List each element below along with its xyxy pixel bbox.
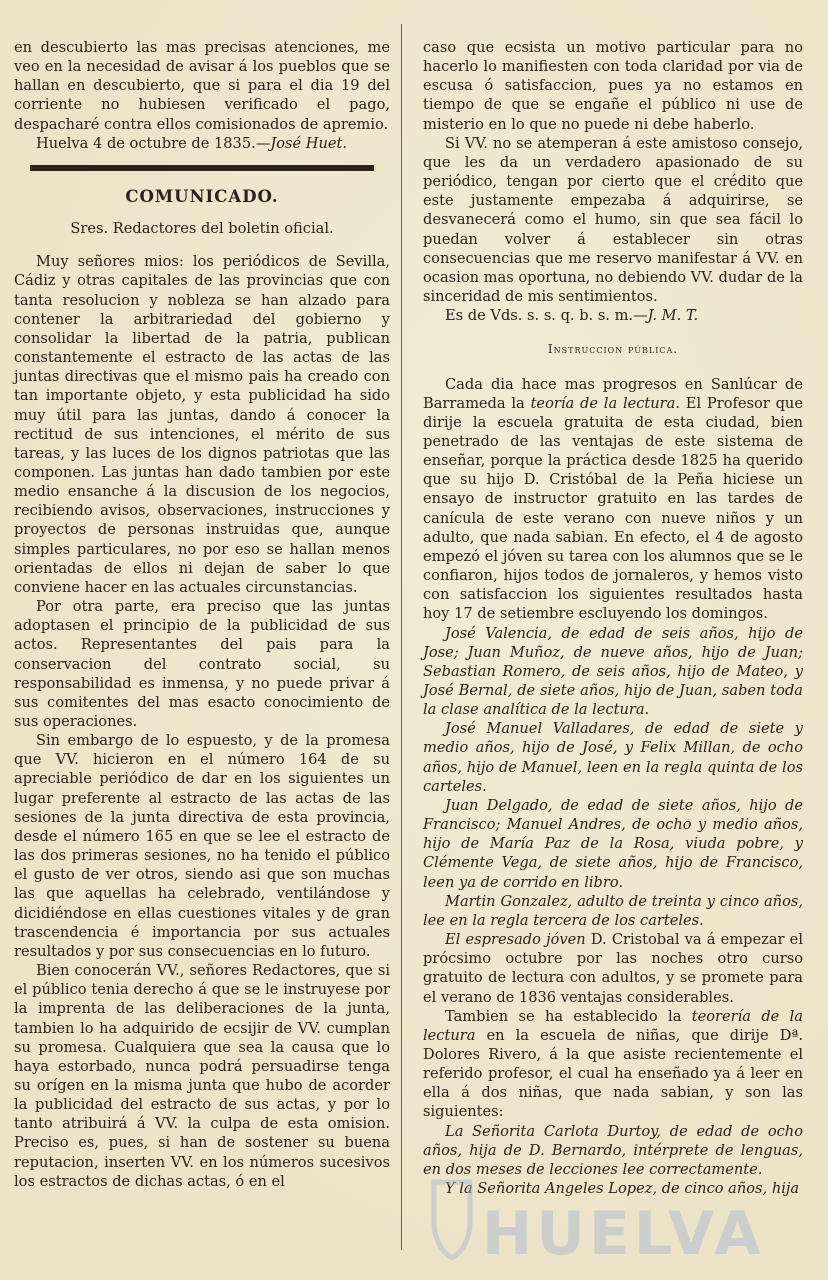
italic-run: José Valencia, de edad de seis años, hijo de Jose; Juan Muñoz, de nueve años, hijo de Juan; Sebastian Romero, de seis años, hijo de Mateo, y José Bernal, de siete años, hijo de Juan, saben toda la clase analítica de la lectura.	[423, 624, 803, 719]
text-run: Cada dia hace mas progresos en Sanlúcar de Barrameda la	[423, 375, 803, 412]
initials: J. M. T.	[647, 307, 699, 325]
italic-run: Y la Señorita Angeles Lopez, de cinco años, hija	[445, 1180, 800, 1198]
salutation: Sres. Redactores del boletin oficial.	[70, 220, 334, 238]
pupil-list-entry	[423, 719, 803, 796]
section-title-instruccion: Instruccion pública.	[547, 342, 679, 357]
italic-run: La Señorita Carlota Durtoy, de edad de ocho años, hija de D. Bernardo, intérprete de lenguas, en dos meses de lecciones lee correctamente.	[423, 1122, 803, 1178]
pupil-list-entry	[423, 892, 803, 930]
text-run: . El Profesor que dirije la escuela gratuita de esta ciudad, bien penetrado de las ventajas de este sistema de enseñar, porque la práctica desde 1825 ha querido que su hijo D. Cristóbal de la Peña hiciese un ensayo de instructor gratuito en las tardes de canícula de este verano con nueve niños y un adulto, que nada sabian. En efecto, el 4 de agosto empezó el jóven su tarea con los alumnos que se le confiaron, hijos todos de jornaleros, y hemos visto con satisfaccion los siguientes resultados hasta hoy 17 de setiembre escluyendo los domingos.	[423, 394, 803, 623]
section-title-comunicado: COMUNICADO.	[125, 186, 279, 206]
body-paragraph: caso que ecsista un motivo particular para no hacerlo lo manifiesten con toda claridad por via de escusa ó satisfaccion, pues ya no estamos en tiempo de que se engañe el público ni use de misterio en lo que no puede ni debe haberlo.	[423, 39, 803, 133]
date-signature-line: Huelva 4 de octubre de 1835.—José Huet.	[36, 134, 348, 152]
body-paragraph	[423, 1007, 803, 1122]
body-paragraph: Bien conocerán VV., señores Redactores, que si el público tenia derecho á que se le instruyese por la imprenta de las deliberaciones de la junta, tambien lo ha adquirido de ecsijir de VV. cumplan su promesa. Cualquiera que sea la causa que lo haya estorbado, nunca podrá persuadirse tenga su orígen en la misma junta que hubo de acorder la publicidad del estracto de sus actas, y por lo tanto atribuirá á VV. la culpa de esta omision. Preciso es, pues, si han de sostener su buena reputacion, inserten VV. en los números sucesivos los estractos de dichas actas, ó en el	[14, 962, 390, 1190]
section-divider	[30, 165, 374, 171]
body-paragraph: Sin embargo de lo espuesto, y de la promesa que VV. hicieron en el número 164 de su apreciable periódico de dar en los siguientes un lugar preferente al estracto de las actas de las sesiones de la junta directiva de esta provincia, desde el número 165 en que se lee el estracto de las dos primeras sesiones, no ha tenido el público el gusto de ver otros, siendo asi que son muchas las que aquellas ha celebrado, ventilándose y dicidiéndose en ellas cuestiones vitales y de gran trascendencia é importancia por sus actuales resultados y por sus consecuencias en lo futuro.	[14, 732, 390, 960]
body-paragraph: Si VV. no se atemperan á este amistoso consejo, que les da un verdadero apasionado de su periódico, tengan por cierto que el crédito que este justamente empezaba á adquirirse, se desvanecerá como el humo, sin que sea fácil lo puedan volver á establecer sin otras consecuencias que me reservo manifestar á VV. en ocasion mas oportuna, no debiendo VV. dudar de la sinceridad de mis sentimientos.	[423, 134, 803, 306]
italic-run: El espresado jóven	[445, 931, 586, 949]
left-column	[14, 38, 390, 1191]
closing-line: Es de Vds. s. s. q. b. s. m.—J. M. T.	[445, 307, 699, 325]
watermark-text: HUELVA	[482, 1199, 765, 1269]
body-paragraph: Muy señores mios: los periódicos de Sevilla, Cádiz y otras capitales de las provincias que con tanta resolucion y nobleza se han alzado para contener la arbitrariedad del gobierno y consolidar la libertad de la patria, publican constantemente el estracto de las actas de las juntas directivas que el mismo pais ha creado con tan importante objeto, y esta publicidad ha sido muy útil para las juntas, dando á conocer la rectitud de sus intenciones, el mérito de sus tareas, y las luces de los dignos patriotas que las componen. Las juntas han dado tambien por este medio ensanche á la discusion de los negocios, recibiendo avisos, observaciones, instrucciones y proyectos de personas instruidas que, aunque simples particulares, no por eso se hallan menos orientadas de ellos ni dejan de saber lo que conviene hacer en las actuales circunstancias.	[14, 253, 390, 596]
body-paragraph: Por otra parte, era preciso que las juntas adoptasen el principio de la publicidad de sus actos. Representantes del pais para la conservacion del contrato social, su responsabilidad es inmensa, y no puede privar á sus comitentes del mas esacto conocimiento de sus operaciones.	[14, 598, 390, 730]
column-divider	[401, 24, 402, 1250]
body-paragraph	[423, 375, 803, 624]
date-place: Huelva 4 de octubre de 1835.	[36, 134, 256, 152]
text-run: en la escuela de niñas, que dirije Dª. Dolores Rivero, á la que asiste recientemente el referido profesor, el cual ha enseñado ya á leer en ella á dos niñas, que nada sabian, y son las siguientes:	[423, 1026, 803, 1121]
italic-run: Juan Delgado, de edad de siete años, hijo de Francisco; Manuel Andres, de ocho y medio años, hijo de María Paz de la Rosa, viuda pobre, y Clémente Vega, de siete años, hijo de Francisco, leen ya de corrido en libro.	[423, 796, 803, 891]
closing-formula: Es de Vds. s. s. q. b. s. m.	[445, 307, 634, 325]
italic-run: Martin Gonzalez, adulto de treinta y cinco años, lee en la regla tercera de los carteles.	[423, 892, 803, 929]
pupil-list-entry	[423, 624, 803, 720]
signature: José Huet.	[270, 134, 348, 152]
shield-icon	[434, 1182, 470, 1258]
text-run: D. Cristobal va á empezar el prócsimo octubre por las noches otro curso gratuito de lectura con adultos, y se promete para el verano de 1836 ventajas considerables.	[423, 931, 803, 1006]
pupil-list-entry	[423, 796, 803, 892]
italic-run: teorería de la lectura	[423, 1007, 804, 1044]
pupil-list-entry	[423, 1122, 803, 1179]
italic-run: teoría de la lectura	[530, 394, 676, 412]
italic-run: José Manuel Valladares, de edad de siete y medio años, hijo de José, y Felix Millan, de ocho años, hijo de Manuel, leen en la regla quinta de los carteles.	[423, 720, 803, 795]
huelva-watermark	[416, 1176, 806, 1272]
text-run: Tambien se ha establecido la	[445, 1007, 692, 1025]
right-column	[423, 38, 803, 1198]
intro-paragraph: en descubierto las mas precisas atenciones, me veo en la necesidad de avisar á los pueblos que se hallan en descubierto, que si para el dia 19 del corriente no hubiesen verificado el pago, despacharé contra ellos comisionados de apremio.	[14, 39, 390, 133]
body-paragraph	[423, 930, 803, 1007]
